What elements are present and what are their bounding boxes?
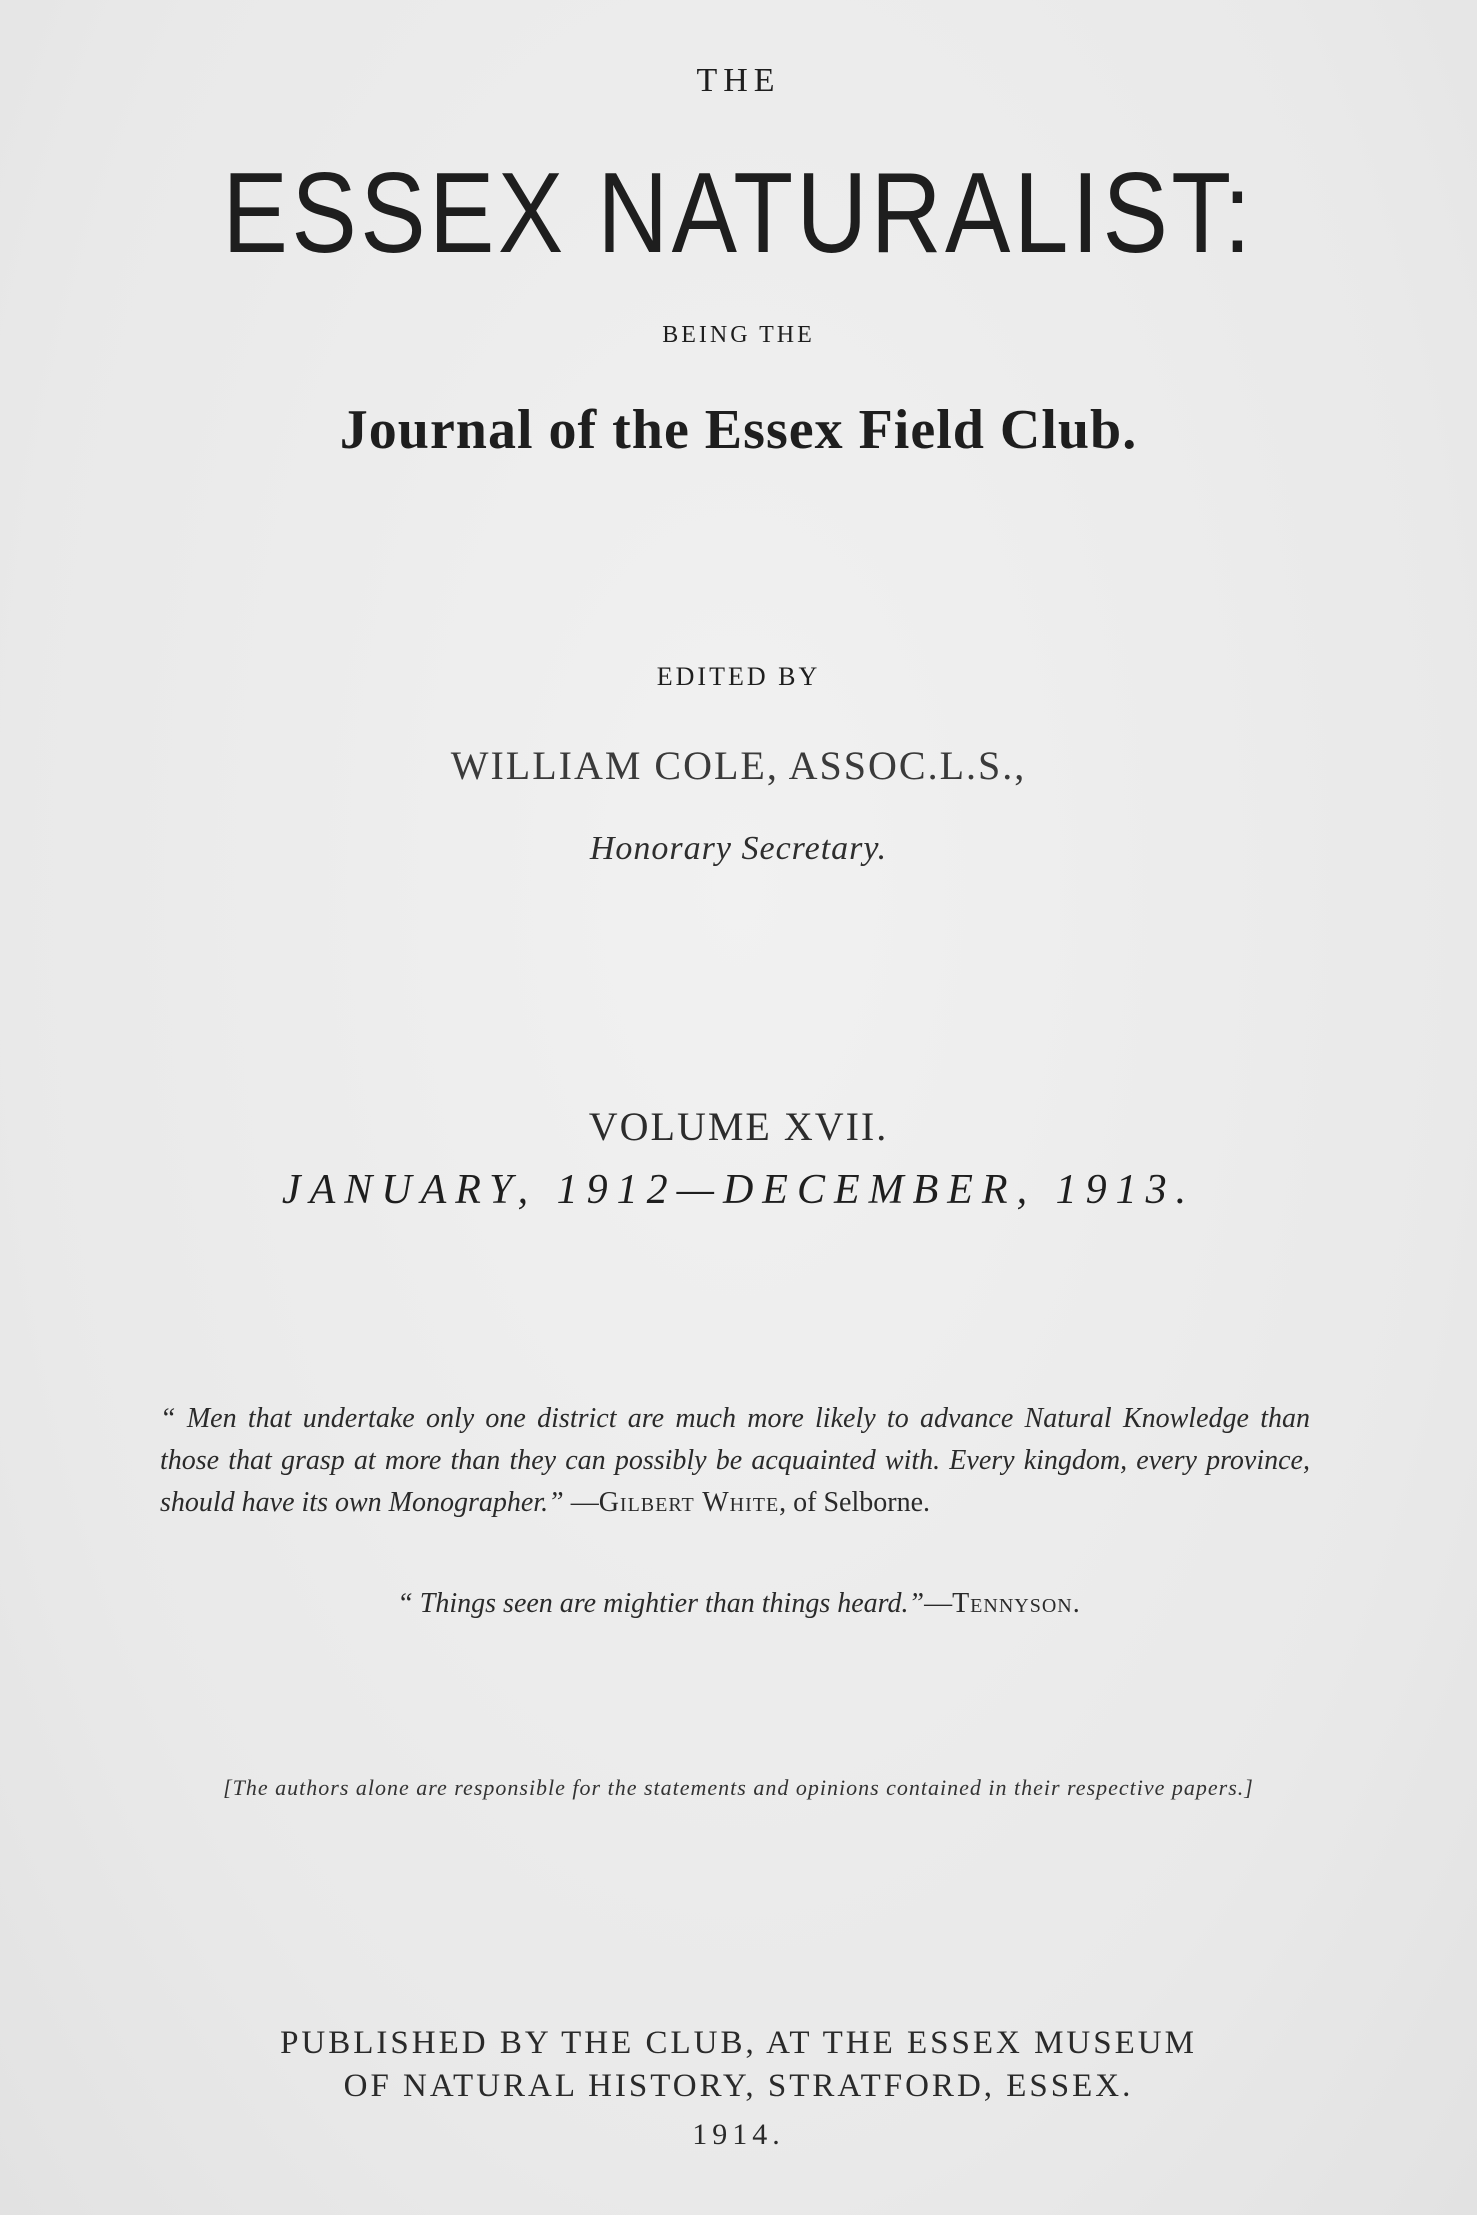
epigraph-white-text: “ Men that undertake only one district are much more likely to advance Natural Knowledge than those that grasp at more than they can possibly be acquainted with. Every kingdom, every province, should have its own Monographer.”	[160, 1403, 1310, 1518]
epigraph-tennyson	[0, 1588, 1477, 1620]
epigraph-white	[160, 1398, 1310, 1524]
publisher-line-2: OF NATURAL HISTORY, STRATFORD, ESSEX.	[343, 2068, 1134, 2104]
publication-year: 1914.	[692, 2118, 785, 2151]
epigraph-tennyson-author: Tennyson	[952, 1588, 1073, 1619]
volume-number: VOLUME XVII.	[588, 1104, 889, 1149]
epigraph-tennyson-sep: —	[924, 1588, 953, 1619]
title-prefix: THE	[696, 62, 781, 99]
subtitle-lead: BEING THE	[662, 322, 815, 348]
disclaimer-note: [The authors alone are responsible for the statements and opinions contained in their respective papers.]	[223, 1775, 1254, 1800]
epigraph-tennyson-tail: .	[1072, 1588, 1080, 1619]
editor-role: Honorary Secretary.	[589, 830, 888, 867]
epigraph-tennyson-text: “ Things seen are mightier than things heard.”	[397, 1588, 925, 1619]
journal-title: ESSEX NATURALIST:	[222, 150, 1255, 277]
journal-subtitle: Journal of the Essex Field Club.	[339, 399, 1138, 461]
epigraph-white-tail: , of Selborne.	[779, 1487, 931, 1518]
epigraph-white-sep: —	[563, 1487, 599, 1518]
edited-by-label: EDITED BY	[656, 662, 821, 691]
volume-dates: JANUARY, 1912—DECEMBER, 1913.	[281, 1167, 1196, 1213]
epigraph-white-author: Gilbert White	[598, 1487, 780, 1518]
publisher-line-1: PUBLISHED BY THE CLUB, AT THE ESSEX MUSEUM	[280, 2025, 1197, 2061]
editor-name: WILLIAM COLE, ASSOC.L.S.,	[450, 743, 1027, 788]
